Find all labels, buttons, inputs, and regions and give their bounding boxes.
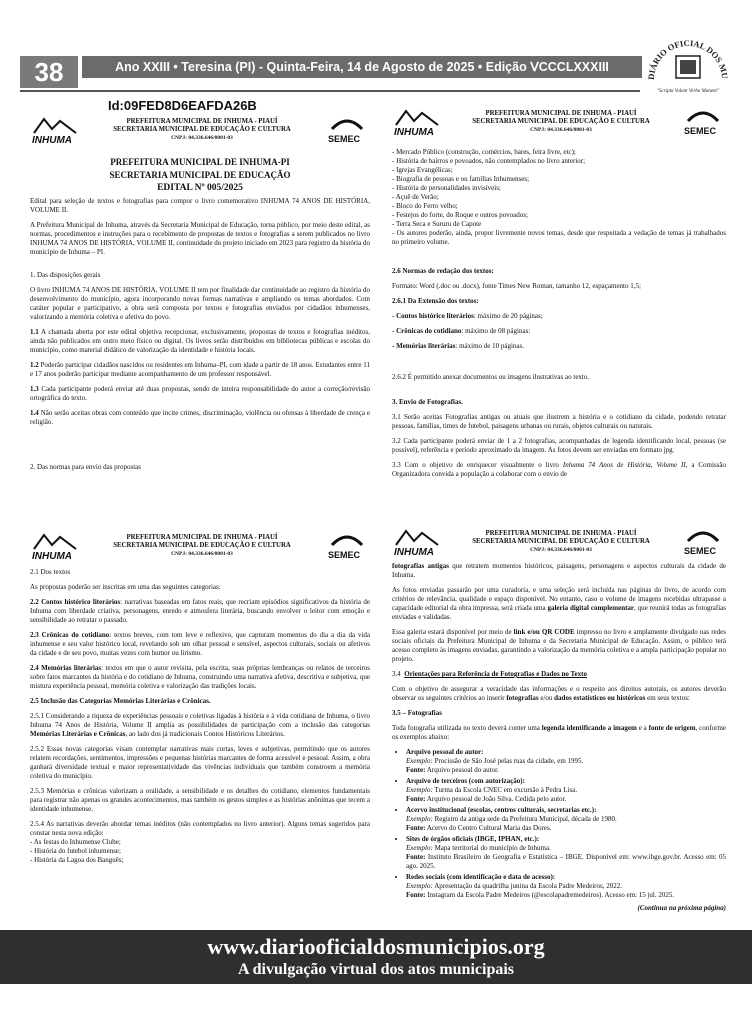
theme-item: - Biografia de pessoas e ou famílias Inhumenses; <box>392 175 530 183</box>
paragraph: 1.2 Poderão participar cidadãos nascidos ou residentes em Inhuma–PI, com idade a partir de 18 anos. Estudantes entre 11 e 17 anos poderão participar mediante acompanhamento de um professor responsável. <box>30 361 370 378</box>
footer-banner <box>0 930 752 984</box>
paragraph: Formato: Word (.doc ou .docx), fonte Times New Roman, tamanho 12, espaçamento 1,5; <box>392 282 641 290</box>
paragraph: 3.1 Serão aceitas Fotografias antigas ou atuais que ilustrem a história e o cotidiano da cidade, podendo retratar pessoas, famílias, times de futebol, paisagens urbanas ou rurais, objetos culturais ou naturais. <box>392 413 726 430</box>
section-heading: 3.5 – Fotografias <box>392 709 442 717</box>
list-item: • Arquivo pessoal do autor: Exemplo: Procissão de São José pelas ruas da cidade, em 1995. Fonte: Arquivo pessoal do autor. <box>406 748 726 775</box>
theme-item: - Os autores poderão, ainda, propor livremente novos temas, desde que respeitada a vedação de temas já trabalhados no primeiro volume. <box>392 229 726 246</box>
title-secretaria: SECRETARIA MUNICIPAL DE EDUCAÇÃO <box>109 170 291 180</box>
paragraph: Essa galeria estará disponível por meio de link e/ou QR CODE impresso no livro e amplamente divulgado nas redes sociais oficiais da Prefeitura Municipal de Inhuma e da Secretaria Municipal de Educação. Assim, o público terá acesso completo às imagens enviadas, garantindo a valorização da memória coletiva e a ampla participação popular no projeto. <box>392 628 726 663</box>
paragraph: Com o objetivo de assegurar a veracidade das informações e o respeito aos direitos autorais, os autores deverão observar os seguintes critérios ao inserir fotografias e/ou dados estatísticos ou históricos em seus textos: <box>392 685 726 702</box>
extension-item: - Memórias literárias: máximo de 10 páginas. <box>392 342 525 350</box>
section-heading: 3.4 Orientações para Referência de Fotografias e Dados no Texto <box>392 670 587 678</box>
title-prefeitura: PREFEITURA MUNICIPAL DE INHUMA-PI <box>110 157 290 167</box>
semec-logo <box>680 107 726 137</box>
list-item: • Sites de órgãos oficiais (IBGE, IPHAN, etc.): Exemplo: Mapa territorial do município de Inhuma. Fonte: Instituto Brasileiro de Geografia e Estatística – IBGE. Disponível em: www.ibge.gov.br. Acesso em: 05 ago. 2025. <box>406 835 726 871</box>
document-id: Id:09FED8D6EAFDA26B <box>108 98 257 113</box>
inhuma-logo <box>30 115 80 145</box>
paragraph: 3.3 Com o objetivo de enriquecer visualmente o livro Inhuma 74 Anos de História, Volume II, a Comissão Organizadora convida a população a colaborar com o envio de <box>392 461 726 478</box>
paragraph: 2.5.3 Memórias e crônicas valorizam a oralidade, a sensibilidade e os detalhes do cotidiano, elementos fundamentais para registrar não apenas os grandes acontecimentos, mas também os gestos simples e as histórias anônimas que tecem a identidade inhumense. <box>30 787 370 813</box>
paragraph: 3.2 Cada participante poderá enviar de 1 a 2 fotografias, acompanhadas de legenda identificando local, pessoas (se possível), referência e período aproximado da imagem. As fotos devem ser enviadas em formato jpg. <box>392 437 726 454</box>
section-heading: 3. Envio de Fotografias. <box>392 398 463 406</box>
extension-item: - Crônicas do cotidiano: máximo de 08 páginas: <box>392 327 531 335</box>
edital-column-1 <box>30 112 370 478</box>
paragraph: 2.3 Crônicas do cotidiano: textos breves, com tom leve e reflexivo, que capturam momentos do dia a dia da vida inhumense e seu valor histórico local, revelando sob um olhar pessoal e sensível, aspectos culturais, sociais ou afetivos da cidade e de seu povo, muitas vezes com humor ou lirismo. <box>30 631 370 657</box>
seal-motto: "Scripta Volant Verba Manent" <box>656 89 720 94</box>
paragraph: As fotos enviadas passarão por uma curadoria, e uma seleção será incluída nas páginas do livro, de acordo com critérios de relevância, qualidade e espaço disponível. No entanto, caso o volume de imagens recebidas ultrapasse a capacidade editorial da obra impressa, será criada uma galeria digital complementar, que reunirá todas as fotografias enviadas e validadas. <box>392 586 726 621</box>
svg-text:INHUMA: INHUMA <box>32 135 72 145</box>
title-edital: EDITAL Nº 005/2025 <box>157 183 243 193</box>
photo-reference-list <box>406 748 726 900</box>
paragraph: A Prefeitura Municipal de Inhuma, através da Secretaria Municipal de Educação, torna público, por meio deste edital, as normas, procedimentos e instruções para o recebimento de propostas de textos e fotografias a serem publicados no livro INHUMA 74 ANOS DE HISTÓRIA, VOLUME II, continuidade do projeto iniciado em 2023 para registro da história do município de Inhuma – PI. <box>30 221 370 256</box>
paragraph: 1.4 Não serão aceitas obras com conteúdo que incite crimes, discriminação, violência ou ofensas à liberdade de crença e religião. <box>30 409 370 426</box>
list-item: • Redes sociais (com identificação e data de acesso): Exemplo: Apresentação da quadrilha junina da Escola Padre Medeiros, 2022. Fonte: Instagram da Escola Padre Medeiros (@escolapadremedeiros). Acesso em: 15 jul. 2025. <box>406 873 726 900</box>
intro-text: Edital para seleção de textos e fotografias para compor o livro comemorativo INHUMA 74 ANOS DE HISTÓRIA, VOLUME II. <box>30 197 370 214</box>
theme-item: - História do futebol inhumense; <box>30 847 121 855</box>
continued-note: (Continua na próxima página) <box>637 904 726 912</box>
org-header: INHUMA PREFEITURA MUNICIPAL DE INHUMA - PIAUÍ SECRETARIA MUNICIPAL DE EDUCAÇÃO E CULTURA CNPJ: 04.336.646/0001-03 SEMEC <box>30 112 370 148</box>
semec-logo <box>324 115 370 145</box>
svg-text:INHUMA: INHUMA <box>394 127 434 137</box>
header-divider <box>20 90 640 92</box>
theme-item: - Terra Seca e Sururu de Capote <box>392 220 482 228</box>
paragraph: 1.3 Cada participante poderá enviar até duas propostas, sendo de inteira responsabilidade do autor a correção/revisão ortográfica do texto. <box>30 385 370 402</box>
inhuma-logo <box>392 107 442 137</box>
edital-column-3 <box>30 528 370 865</box>
diario-seal-logo <box>640 20 736 106</box>
inhuma-logo <box>30 531 80 561</box>
seal-text: DIÁRIO OFICIAL DOS MU <box>645 37 731 81</box>
edition-bar: Ano XXIII • Teresina (PI) - Quinta-Feira, 14 de Agosto de 2025 • Edição ⅤCCCLXXXIII <box>82 56 642 78</box>
section-heading: 2.5 Inclusão das Categorias Memórias Literárias e Crônicas. <box>30 697 211 705</box>
paragraph: 2.5.4 As narrativas deverão abordar temas inéditos (não contemplados no livro anterior). Alguns temas sugeridos para constar nesta nova edição: <box>30 820 370 837</box>
section-heading: 2.6.1 Da Extensão dos textos: <box>392 297 479 305</box>
section-heading: 2. Das normas para envio das propostas <box>30 463 142 471</box>
section-heading: 2.6 Normas de redação dos textos: <box>392 267 494 275</box>
paragraph: 2.4 Memórias literárias: textos em que o autor revisita, pela escrita, suas próprias lembranças ou relatos de terceiros sobre fatos marcantes da história e do cotidiano de Inhuma, construindo uma narrativa afetiva, descritiva e subjetiva, que mistura experiência pessoal, memória coletiva e valorização das tradições locais. <box>30 664 371 690</box>
org-header: INHUMA PREFEITURA MUNICIPAL DE INHUMA - PIAUÍ SECRETARIA MUNICIPAL DE EDUCAÇÃO E CULTURA CNPJ: 04.336.646/0001-03 SEMEC <box>392 104 726 140</box>
page-number: 38 <box>20 56 78 88</box>
paragraph: fotografias antigas que retratem momentos históricos, paisagens, personagens e aspectos culturais da cidade de Inhuma. <box>392 562 727 579</box>
paragraph: O livro INHUMA 74 ANOS DE HISTÓRIA, VOLUME II tem por finalidade dar continuidade ao registro da história do desenvolvimento do município, agora incorporando novas formas narrativas e ampliando os temas abordados. Com caráter popular e participativo, a obra será composta por textos e fotografias enviados por cidadãos inhumenses, valorizando a memória coletiva e afetiva do povo. <box>30 286 370 321</box>
footer-url[interactable]: www.diariooficialdosmunicipios.org <box>207 934 545 959</box>
theme-item: - As festas do Inhumense Clube; <box>30 838 121 846</box>
theme-item: - Açuê de Verão; <box>392 193 439 201</box>
edital-column-4 <box>392 524 726 913</box>
theme-item: - Bloco do Ferro velho; <box>392 202 458 210</box>
section-heading: 2.1 Dos textos <box>30 568 71 576</box>
org-header: INHUMA PREFEITURA MUNICIPAL DE INHUMA - PIAUÍ SECRETARIA MUNICIPAL DE EDUCAÇÃO E CULTURA CNPJ: 04.336.646/0001-03 SEMEC <box>392 524 726 560</box>
theme-item: - Mercado Público (construção, comércios, bares, feira livre, etc); <box>392 148 576 156</box>
svg-text:SEMEC: SEMEC <box>328 134 361 144</box>
inhuma-logo <box>392 527 442 557</box>
paragraph: Toda fotografia utilizada no texto deverá conter uma legenda identificando a imagem e a fonte de origem, conforme os exemplos abaixo: <box>392 724 727 741</box>
svg-text:SEMEC: SEMEC <box>684 546 717 556</box>
org-header: INHUMA PREFEITURA MUNICIPAL DE INHUMA - PIAUÍ SECRETARIA MUNICIPAL DE EDUCAÇÃO E CULTURA CNPJ: 04.336.646/0001-03 SEMEC <box>30 528 370 564</box>
theme-item: - História de personalidades invisíveis; <box>392 184 501 192</box>
semec-logo <box>324 531 370 561</box>
svg-text:INHUMA: INHUMA <box>32 551 72 561</box>
semec-logo <box>680 527 726 557</box>
paragraph: 2.2 Contos histórico literários: narrativas baseadas em fatos reais, que recriam episódios significativos da história de Inhuma com liberdade criativa, personagens, enredo e atmosfera literária, buscando envolver o leitor com emoção e sensibilidade ao retratar o passado. <box>30 598 370 624</box>
theme-item: - História da Lagoa dos Banguês; <box>30 856 124 864</box>
paragraph: 2.6.2 É permitido anexar documentos ou imagens ilustrativas ao texto. <box>392 373 590 381</box>
list-item: • Acervo institucional (escolas, centros culturais, secretarias etc.): Exemplo: Registro da antiga sede da Prefeitura Municipal, década de 1980. Fonte: Acervo do Centro Cultural Maria das Dores. <box>406 806 726 833</box>
paragraph: 2.5.1 Considerando a riqueza de experiências pessoais e coletivas ligadas à história e à vida cotidiana de Inhuma, o livro Inhuma 74 Anos de História, Volume II amplia as possibilidades de participação com a inclusão das categorias Memórias Literárias e Crônicas, ao lado dos já tradicionais Contos Históricos Literários. <box>30 712 370 738</box>
extension-item: - Contos histórico literários: máximo de 20 páginas; <box>392 312 543 320</box>
theme-item: - História de bairros e povoados, não contemplados no livro anterior; <box>392 157 586 165</box>
theme-item: - Igrejas Evangélicas; <box>392 166 453 174</box>
svg-text:INHUMA: INHUMA <box>394 547 434 557</box>
svg-text:SEMEC: SEMEC <box>684 126 717 136</box>
section-heading: 1. Das disposições gerais <box>30 271 101 279</box>
svg-text:SEMEC: SEMEC <box>328 550 361 560</box>
edital-column-2 <box>392 104 726 485</box>
paragraph: 2.5.2 Essas novas categorias visam contemplar narrativas mais curtas, leves e subjetivas, permitindo que os autores relatem recordações, sentimentos, impressões e pequenas histórias marcantes de forma acessível e pessoal. Assim, a obra ganhará diversidade textual e maior representatividade das vivências individuais que também constroem a memória coletiva do município. <box>30 745 370 780</box>
list-item: • Arquivo de terceiros (com autorização): Exemplo: Turma da Escola CNEC em excursão à Pedra Lisa. Fonte: Arquivo pessoal de João Silva. Cedida pelo autor. <box>406 777 726 804</box>
footer-tagline: A divulgação virtual dos atos municipais <box>237 961 515 978</box>
paragraph: As propostas poderão ser inscritas em uma das seguintes categorias: <box>30 583 221 591</box>
theme-item: - Festejos do forte, do Roque e outros povoados; <box>392 211 528 219</box>
paragraph: 1.1 A chamada aberta por este edital objetiva recepcionar, exclusivamente, propostas de textos e fotografias inéditos, ainda não publicados em outro meio físico ou digital. Os livros serão distribuídos em bibliotecas públicas e escolas do município, como material didático de valorização da identidade e história locais. <box>30 328 370 354</box>
